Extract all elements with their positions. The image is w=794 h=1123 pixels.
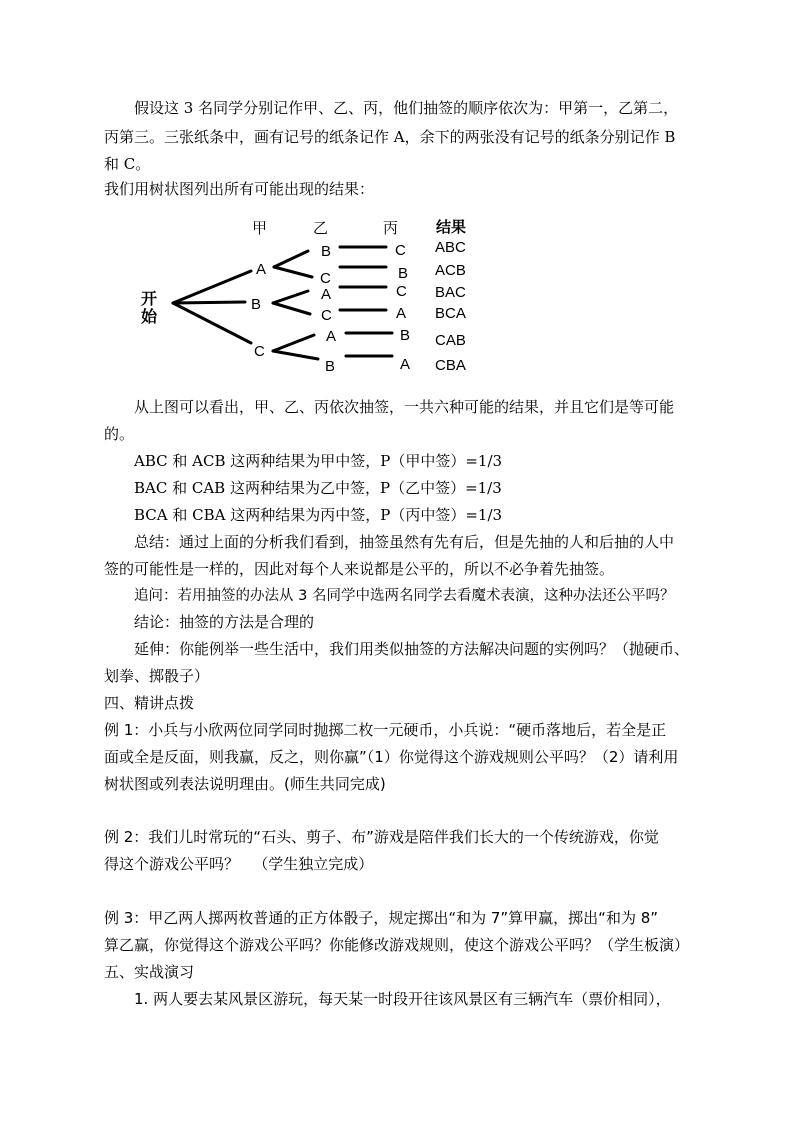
follow-up-question: 追问：若用抽签的办法从 3 名同学中选两名同学去看魔术表演，这种办法还公平吗？ xyxy=(134,588,675,604)
level2-node: C xyxy=(321,307,332,324)
result-label: CBA xyxy=(435,357,466,374)
summary-line-2: 签的可能性是一样的，因此对每个人来说都是公平的，所以不必争着先抽签。 xyxy=(104,560,615,578)
level1-node: A xyxy=(256,261,267,278)
level2-node: A xyxy=(321,286,332,303)
header-bing: 丙 xyxy=(383,220,399,237)
start-label-2: 始 xyxy=(141,309,158,326)
level3-node: A xyxy=(396,305,407,322)
level3-node: A xyxy=(400,356,411,373)
header-yi: 乙 xyxy=(313,220,329,237)
analysis-line-2: 的。 xyxy=(104,425,135,443)
example-3-line-2: 算乙赢，你觉得这个游戏公平吗？你能修改游戏规则，使这个游戏公平吗？（学生板演） xyxy=(104,936,690,954)
section-5-heading: 五、实战演习 xyxy=(104,963,195,981)
tree-intro: 我们用树状图列出所有可能出现的结果： xyxy=(104,180,375,198)
start-label-1: 开 xyxy=(141,291,158,308)
exercise-1-line-1: 1. 两人要去某风景区游玩，每天某一时段开往该风景区有三辆汽车（票价相同）， xyxy=(134,990,671,1008)
tree-diagram xyxy=(0,205,794,380)
analysis-line-1: 从上图可以看出，甲、乙、丙依次抽签，一共六种可能的结果，并且它们是等可能 xyxy=(134,398,675,416)
result-label: BAC xyxy=(435,284,466,301)
level2-node: B xyxy=(321,243,332,260)
level1-node: B xyxy=(251,296,262,313)
level3-node: B xyxy=(398,265,409,282)
intro-line-2: 丙第三。三张纸条中，画有记号的纸条记作 A，余下的两张没有记号的纸条分别记作 B xyxy=(104,128,676,146)
level2-node: C xyxy=(320,270,331,287)
level2-node: B xyxy=(325,358,336,375)
summary-line-1: 总结：通过上面的分析我们看到，抽签虽然有先有后，但是先抽的人和后抽的人中 xyxy=(134,533,675,551)
header-result: 结果 xyxy=(436,219,467,236)
extension-line-1: 延伸：你能例举一些生活中，我们用类似抽签的方法解决问题的实例吗？（抛硬币、 xyxy=(134,640,690,658)
level2-node: A xyxy=(326,328,337,345)
example-2-line-2: 得这个游戏公平吗？ （学生独立完成） xyxy=(104,855,374,873)
result-bing: BCA 和 CBA 这两种结果为丙中签，P（丙中签）=1/3 xyxy=(134,506,503,524)
result-yi: BAC 和 CAB 这两种结果为乙中签，P（乙中签）=1/3 xyxy=(134,479,502,497)
example-1-line-3: 树状图或列表法说明理由。(师生共同完成) xyxy=(104,775,386,793)
level3-node: C xyxy=(396,283,407,300)
level1-node: C xyxy=(254,343,265,360)
result-jia: ABC 和 ACB 这两种结果为甲中签，P（甲中签）=1/3 xyxy=(134,452,503,470)
extension-line-2: 划拳、掷骰子） xyxy=(104,667,210,685)
example-3-line-1: 例 3：甲乙两人掷两枚普通的正方体骰子，规定掷出“和为 7”算甲赢，掷出“和为 8” xyxy=(104,909,659,927)
result-label: CAB xyxy=(435,332,466,349)
result-label: ABC xyxy=(435,239,466,256)
header-jia: 甲 xyxy=(252,220,268,237)
level3-node: B xyxy=(400,327,411,344)
level3-node: C xyxy=(395,242,406,259)
result-label: BCA xyxy=(435,305,466,322)
conclusion: 结论：抽签的方法是合理的 xyxy=(134,613,315,631)
intro-line-3: 和 C。 xyxy=(104,155,151,173)
example-1-line-2: 面或全是反面，则我赢，反之，则你赢”（1）你觉得这个游戏规则公平吗？（2）请利用 xyxy=(104,748,679,766)
section-4-heading: 四、精讲点拨 xyxy=(104,694,195,712)
intro-line-1: 假设这 3 名同学分别记作甲、乙、丙，他们抽签的顺序依次为：甲第一，乙第二， xyxy=(134,99,679,117)
result-label: ACB xyxy=(435,262,466,279)
example-2-line-1: 例 2：我们儿时常玩的“石头、剪子、布”游戏是陪伴我们长大的一个传统游戏，你觉 xyxy=(104,828,659,846)
example-1-line-1: 例 1：小兵与小欣两位同学同时抛掷二枚一元硬币，小兵说：“硬币落地后，若全是正 xyxy=(104,721,667,739)
